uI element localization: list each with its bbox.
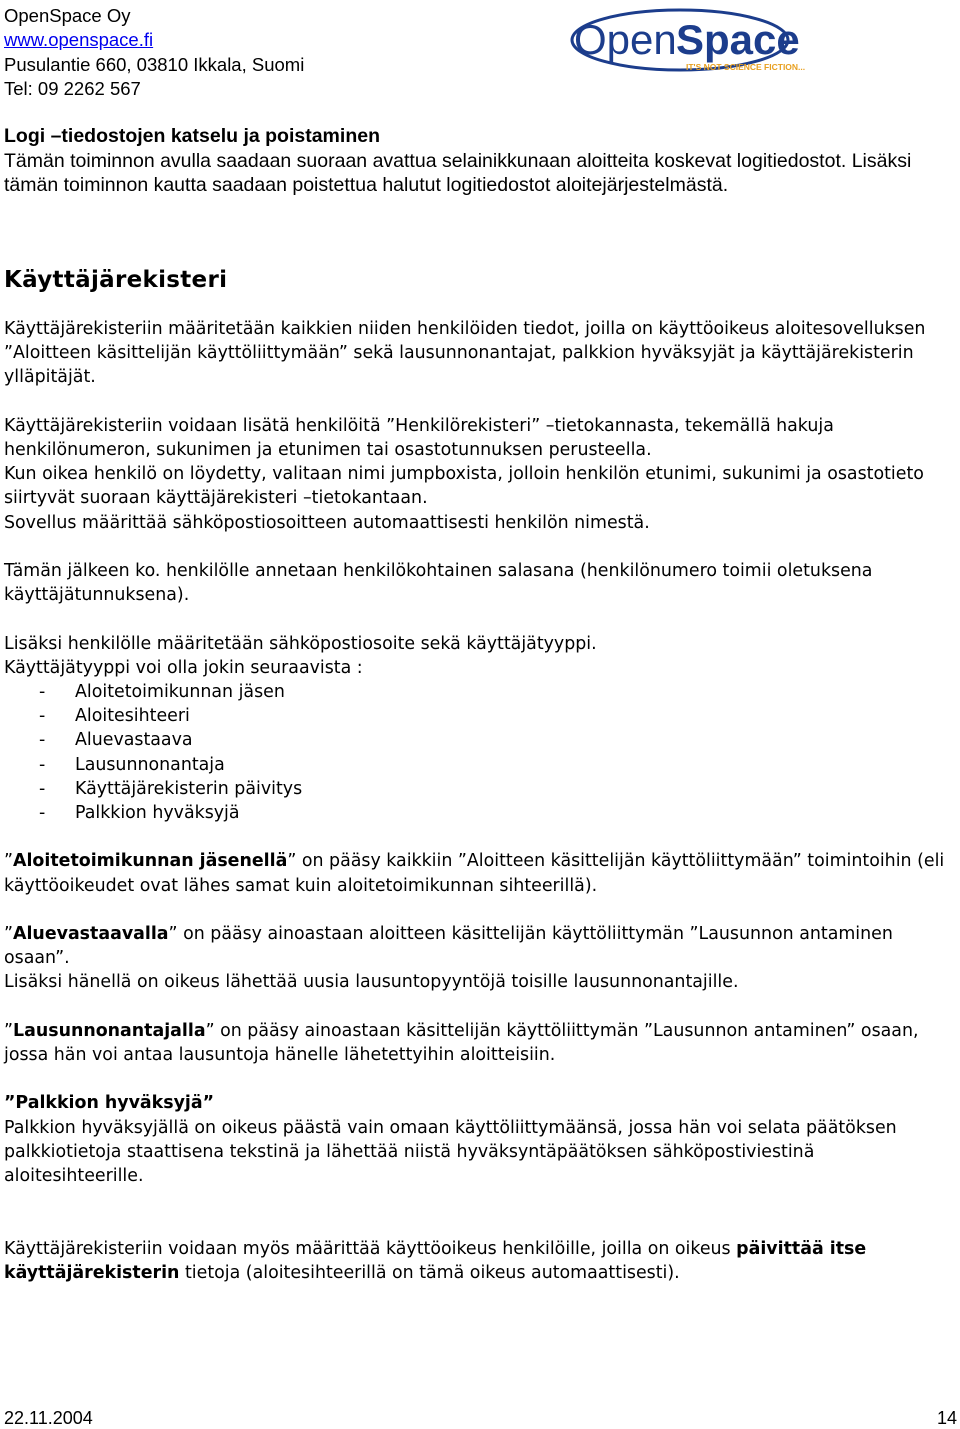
last-paragraph: Käyttäjärekisteriin voidaan myös määrittää käyttöoikeus henkilöille, joilla on oikeus päivittää itse käyttäjärekisterin tietoja (aloitesihteerillä on tämä oikeus automaattisesti). <box>4 1238 867 1283</box>
logi-title: Logi –tiedostojen katselu ja poistaminen <box>4 125 380 147</box>
paragraph-3: Kun oikea henkilö on löydetty, valitaan nimi jumpboxista, jolloin henkilön etunimi, sukunimi ja osastotieto siirtyvät suoraan käyttäjärekisteri –tietokantaan. <box>4 464 924 509</box>
logo-space-text: Space <box>676 16 800 63</box>
list-item: - Palkkion hyväksyjä <box>39 803 240 824</box>
company-address: Pusulantie 660, 03810 Ikkala, Suomi <box>4 53 305 75</box>
palkkion-hyvaksyja-text: Palkkion hyväksyjällä on oikeus päästä vain omaan käyttöliittymäänsä, jossa hän voi selata päätöksen palkkiotietoja staattisena tekstinä ja lähettää niistä hyväksyntäpäätöksen sähköpostiviestinä aloitesihteerille. <box>4 1117 897 1186</box>
footer-date: 22.11.2004 <box>4 1408 93 1428</box>
list-item: - Aluevastaava <box>39 730 193 751</box>
logo-tagline: IT'S NOT SCIENCE FICTION... <box>686 62 806 72</box>
list-item: - Aloitesihteeri <box>39 706 190 727</box>
lausunnonantaja-paragraph: ”Lausunnonantajalla” on pääsy ainoastaan käsittelijän käyttöliittymän ”Lausunnon antaminen” osaan, jossa hän voi antaa lausuntoja hänelle lähetettyihin aloitteisiin. <box>4 1020 919 1065</box>
logi-section <box>4 124 949 198</box>
palkkion-hyvaksyja-title: ”Palkkion hyväksyjä” <box>4 1093 215 1114</box>
logo-open-text: Open <box>574 16 677 63</box>
list-item: - Käyttäjärekisterin päivitys <box>39 778 303 799</box>
aluevastaava-extra: Lisäksi hänellä on oikeus lähettää uusia lausuntopyyntöjä toisille lausunnonantajille. <box>4 972 739 993</box>
paragraph-7: Käyttäjätyyppi voi olla jokin seuraavista : <box>4 657 363 678</box>
openspace-logo <box>568 4 806 78</box>
paragraph-6: Lisäksi henkilölle määritetään sähköpostiosoite sekä käyttäjätyyppi. <box>4 633 597 654</box>
website-link[interactable]: www.openspace.fi <box>4 29 154 51</box>
aloitetoimikunta-paragraph: ”Aloitetoimikunnan jäsenellä” on pääsy kaikkiin ”Aloitteen käsittelijän käyttöliittymään” toimintoihin (eli käyttöoikeudet ovat lähes samat kuin aloitetoimikunnan sihteerillä). <box>4 851 945 896</box>
company-name: OpenSpace Oy <box>4 5 131 26</box>
list-item: - Aloitetoimikunnan jäsen <box>39 682 285 702</box>
paragraph-5: Tämän jälkeen ko. henkilölle annetaan henkilökohtainen salasana (henkilönumero toimii oletuksena käyttäjätunnuksena). <box>4 561 873 606</box>
aluevastaava-paragraph: ”Aluevastaavalla” on pääsy ainoastaan aloitteen käsittelijän käyttöliittymän ”Lausunnon antaminen osaan”. <box>4 924 893 969</box>
company-header <box>4 4 304 102</box>
paragraph-4: Sovellus määrittää sähköpostiosoitteen automaattisesti henkilön nimestä. <box>4 512 650 533</box>
paragraph-1: Käyttäjärekisteriin määritetään kaikkien niiden henkilöiden tiedot, joilla on käyttöoikeus aloitesovelluksen ”Aloitteen käsittelijän käyttöliittymään” sekä lausunnonantajat, palkkion hyväksyjät ja käyttäjärekisterin ylläpitäjät. <box>4 319 926 388</box>
page-number: 14 <box>936 1408 957 1428</box>
list-item: - Lausunnonantaja <box>39 754 225 775</box>
paragraph-2: Käyttäjärekisteriin voidaan lisätä henkilöitä ”Henkilörekisteri” –tietokannasta, tekemällä hakuja henkilönumeron, sukunimen ja etunimen tai osastotunnuksen perusteella. <box>4 415 834 460</box>
section-heading: Käyttäjärekisteri <box>4 267 228 293</box>
document-body <box>4 317 949 1285</box>
logi-text: Tämän toiminnon avulla saadaan suoraan avattua selainikkunaan aloitteita koskevat logitiedostot. Lisäksi tämän toiminnon kautta saadaan poistettua halutut logitiedostot aloitejärjestelmästä. <box>4 149 912 196</box>
company-phone: Tel: 09 2262 567 <box>4 78 141 100</box>
user-type-list <box>4 680 949 825</box>
